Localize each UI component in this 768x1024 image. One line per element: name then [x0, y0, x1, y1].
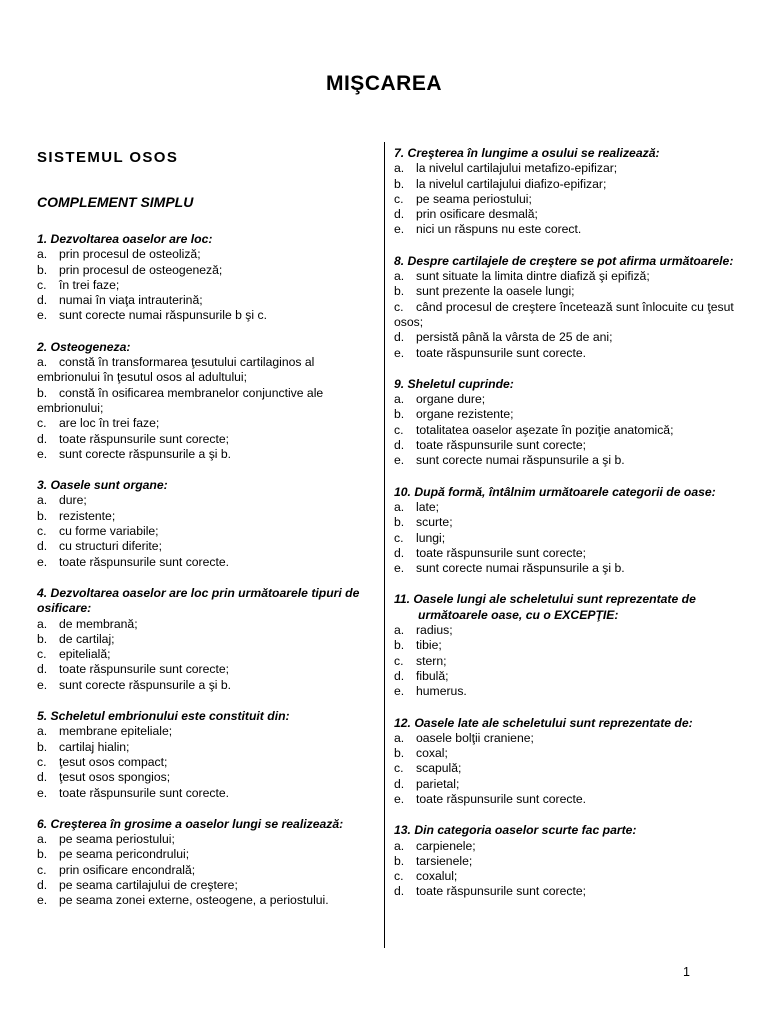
option-letter: c.	[37, 277, 47, 292]
option-text: toate răspunsurile sunt corecte;	[59, 662, 230, 677]
option-letter: a.	[394, 838, 405, 853]
question-item	[394, 716, 740, 808]
answer-option	[394, 161, 740, 176]
question-item	[394, 254, 740, 361]
option-text: toate răspunsurile sunt corecte;	[416, 545, 587, 560]
answer-option	[37, 740, 375, 755]
option-text: toate răspunsurile sunt corecte;	[416, 438, 587, 453]
answer-option	[37, 432, 375, 447]
question-list-left	[37, 232, 375, 909]
option-letter: d.	[37, 662, 48, 677]
answer-option	[394, 300, 740, 331]
question-item	[394, 592, 740, 699]
answer-option	[394, 192, 740, 207]
option-text: sunt situate la limita dintre diafiză şi epifiză;	[416, 269, 650, 284]
answer-option	[37, 755, 375, 770]
option-letter: e.	[394, 684, 405, 699]
answer-option	[37, 724, 375, 739]
answer-option	[394, 515, 740, 530]
answer-option	[37, 447, 375, 462]
answer-option	[394, 854, 740, 869]
option-text: pe seama periostului;	[416, 191, 532, 206]
answer-option	[394, 330, 740, 345]
option-text: scapulă;	[416, 761, 462, 776]
answer-option	[394, 546, 740, 561]
option-text: toate răspunsurile sunt corecte.	[59, 554, 230, 569]
option-text: oasele bolţii craniene;	[416, 730, 534, 745]
answer-option	[37, 786, 375, 801]
answer-option	[394, 207, 740, 222]
option-text: coxal;	[416, 746, 448, 761]
answer-option	[394, 746, 740, 761]
option-text: constă în osificarea membranelor conjunctive ale embrionului;	[37, 385, 324, 415]
option-letter: d.	[394, 330, 405, 345]
option-letter: b.	[394, 746, 405, 761]
question-item	[394, 146, 740, 238]
question-text: 13. Din categoria oaselor scurte fac parte:	[394, 823, 637, 838]
answer-option	[394, 839, 740, 854]
option-text: sunt prezente la oasele lungi;	[416, 284, 575, 299]
answer-option	[394, 731, 740, 746]
option-letter: c.	[37, 416, 47, 431]
option-letter: e.	[394, 453, 405, 468]
option-letter: e.	[37, 893, 48, 908]
option-letter: c.	[394, 422, 404, 437]
answer-option	[37, 847, 375, 862]
option-text: humerus.	[416, 684, 467, 699]
option-letter: b.	[394, 407, 405, 422]
answer-option	[394, 500, 740, 515]
answer-option	[394, 792, 740, 807]
question-item	[394, 823, 740, 899]
answer-option	[37, 770, 375, 785]
option-text: tarsienele;	[416, 853, 473, 868]
option-letter: c.	[37, 524, 47, 539]
option-text: prin osificare encondrală;	[59, 862, 196, 877]
section-title: SISTEMUL OSOS	[37, 149, 179, 166]
option-text: când procesul de creştere încetează sunt înlocuite cu ţesut osos;	[394, 299, 734, 329]
option-letter: d.	[394, 884, 405, 899]
question-text: 8. Despre cartilajele de creştere se pot afirma următoarele:	[394, 253, 734, 268]
option-letter: c.	[37, 647, 47, 662]
option-letter: d.	[37, 431, 48, 446]
question-text: 11. Oasele lungi ale scheletului sunt reprezentate de următoarele oase, cu o EXCEPŢIE:	[394, 592, 696, 622]
answer-option	[37, 678, 375, 693]
option-text: la nivelul cartilajului diafizo-epifizar;	[416, 176, 607, 191]
option-letter: d.	[394, 668, 405, 683]
option-text: cu structuri diferite;	[59, 539, 162, 554]
option-text: sunt corecte numai răspunsurile b şi c.	[59, 308, 267, 323]
answer-option	[394, 669, 740, 684]
option-text: numai în viaţa intrauterină;	[59, 293, 203, 308]
option-letter: e.	[37, 446, 48, 461]
answer-option	[37, 493, 375, 508]
question-item	[394, 377, 740, 469]
question-item	[37, 232, 375, 324]
option-letter: e.	[394, 222, 405, 237]
answer-option	[37, 893, 375, 908]
answer-option	[37, 632, 375, 647]
answer-option	[394, 438, 740, 453]
option-letter: a.	[394, 392, 405, 407]
subsection-title: COMPLEMENT SIMPLU	[37, 194, 194, 210]
option-text: late;	[416, 499, 440, 514]
option-letter: b.	[394, 176, 405, 191]
option-text: prin procesul de osteoliză;	[59, 247, 201, 262]
option-text: persistă până la vârsta de 25 de ani;	[416, 330, 613, 345]
question-item	[37, 586, 375, 693]
option-letter: b.	[37, 262, 48, 277]
option-letter: e.	[394, 791, 405, 806]
answer-option	[394, 407, 740, 422]
option-letter: d.	[394, 545, 405, 560]
question-text: 12. Oasele late ale scheletului sunt reprezentate de:	[394, 715, 693, 730]
answer-option	[394, 684, 740, 699]
question-text: 7. Creşterea în lungime a osului se realizează:	[394, 146, 660, 160]
option-letter: a.	[37, 493, 48, 508]
option-text: sunt corecte numai răspunsurile a şi b.	[416, 453, 625, 468]
option-letter: b.	[37, 631, 48, 646]
option-text: are loc în trei faze;	[59, 416, 160, 431]
option-text: parietal;	[416, 776, 460, 791]
option-text: membrane epiteliale;	[59, 724, 173, 739]
option-text: prin osificare desmală;	[416, 207, 538, 222]
option-letter: e.	[394, 561, 405, 576]
column-divider	[384, 142, 385, 948]
option-letter: d.	[394, 438, 405, 453]
option-text: prin procesul de osteogeneză;	[59, 262, 223, 277]
option-letter: d.	[394, 776, 405, 791]
option-text: toate răspunsurile sunt corecte;	[59, 431, 230, 446]
option-letter: b.	[37, 847, 48, 862]
option-letter: c.	[394, 530, 404, 545]
option-letter: d.	[37, 293, 48, 308]
answer-option	[394, 284, 740, 299]
option-letter: c.	[394, 869, 404, 884]
answer-option	[37, 355, 375, 386]
option-letter: d.	[37, 770, 48, 785]
question-item	[37, 478, 375, 570]
option-text: ţesut osos spongios;	[59, 770, 171, 785]
page-number: 1	[683, 965, 690, 979]
option-text: în trei faze;	[59, 277, 120, 292]
option-text: toate răspunsurile sunt corecte;	[416, 884, 587, 899]
option-text: fibulă;	[416, 668, 449, 683]
option-text: sunt corecte numai răspunsurile a şi b.	[416, 561, 625, 576]
option-letter: c.	[37, 862, 47, 877]
answer-option	[37, 662, 375, 677]
option-letter: a.	[37, 724, 48, 739]
option-text: de cartilaj;	[59, 631, 115, 646]
option-text: cartilaj hialin;	[59, 739, 130, 754]
option-text: toate răspunsurile sunt corecte.	[416, 791, 587, 806]
option-letter: a.	[37, 355, 48, 370]
option-text: tibie;	[416, 638, 442, 653]
option-text: pe seama periostului;	[59, 832, 175, 847]
document-title: MIŞCAREA	[325, 72, 442, 95]
option-text: epitelială;	[59, 647, 111, 662]
option-text: nici un răspuns nu este corect.	[416, 222, 582, 237]
option-text: sunt corecte răspunsurile a şi b.	[59, 446, 232, 461]
answer-option	[394, 177, 740, 192]
option-letter: a.	[37, 616, 48, 631]
answer-option	[37, 647, 375, 662]
answer-option	[37, 416, 375, 431]
question-list-right	[394, 146, 740, 900]
option-letter: a.	[394, 623, 405, 638]
option-letter: c.	[394, 191, 404, 206]
option-text: stern;	[416, 653, 447, 668]
answer-option	[394, 222, 740, 237]
answer-option	[37, 509, 375, 524]
option-letter: b.	[394, 853, 405, 868]
question-text: 1. Dezvoltarea oaselor are loc:	[37, 232, 213, 246]
option-text: toate răspunsurile sunt corecte.	[416, 345, 587, 360]
option-letter: a.	[394, 269, 405, 284]
option-text: radius;	[416, 623, 453, 638]
question-text: 10. După formă, întâlnim următoarele categorii de oase:	[394, 484, 716, 499]
option-text: rezistente;	[59, 508, 116, 523]
option-text: pe seama cartilajului de creştere;	[59, 877, 238, 892]
answer-option	[37, 539, 375, 554]
option-text: pe seama zonei externe, osteogene, a periostului.	[59, 893, 329, 908]
option-letter: b.	[394, 515, 405, 530]
answer-option	[37, 878, 375, 893]
question-text: 4. Dezvoltarea oaselor are loc prin următoarele tipuri de osificare:	[37, 585, 360, 616]
option-letter: b.	[394, 284, 405, 299]
answer-option	[394, 531, 740, 546]
answer-option	[394, 777, 740, 792]
question-item	[37, 340, 375, 462]
option-text: cu forme variabile;	[59, 524, 159, 539]
answer-option	[37, 863, 375, 878]
answer-option	[37, 386, 375, 417]
answer-option	[394, 761, 740, 776]
question-text: 2. Osteogeneza:	[37, 339, 131, 354]
option-letter: c.	[394, 299, 404, 314]
left-column	[37, 148, 375, 925]
answer-option	[394, 346, 740, 361]
answer-option	[394, 654, 740, 669]
option-text: pe seama pericondrului;	[59, 847, 190, 862]
option-letter: a.	[394, 161, 405, 176]
option-letter: e.	[37, 554, 48, 569]
right-column	[394, 146, 740, 916]
answer-option	[37, 555, 375, 570]
option-text: lungi;	[416, 530, 446, 545]
answer-option	[37, 617, 375, 632]
option-letter: c.	[394, 653, 404, 668]
option-letter: b.	[37, 739, 48, 754]
option-text: la nivelul cartilajului metafizo-epifizar;	[416, 161, 618, 176]
answer-option	[37, 263, 375, 278]
option-text: toate răspunsurile sunt corecte.	[59, 785, 230, 800]
question-text: 5. Scheletul embrionului este constituit din:	[37, 709, 290, 724]
option-letter: a.	[394, 730, 405, 745]
option-letter: c.	[37, 754, 47, 769]
answer-option	[37, 524, 375, 539]
answer-option	[394, 561, 740, 576]
option-letter: d.	[37, 877, 48, 892]
option-letter: b.	[37, 385, 48, 400]
option-text: organe rezistente;	[416, 407, 514, 422]
option-text: coxalul;	[416, 869, 458, 884]
answer-option	[394, 884, 740, 899]
option-letter: b.	[394, 638, 405, 653]
answer-option	[394, 392, 740, 407]
option-letter: d.	[394, 207, 405, 222]
option-text: sunt corecte răspunsurile a şi b.	[59, 677, 232, 692]
option-letter: a.	[394, 499, 405, 514]
question-item	[394, 485, 740, 577]
option-letter: a.	[37, 832, 48, 847]
question-item	[37, 709, 375, 801]
answer-option	[394, 869, 740, 884]
option-letter: a.	[37, 247, 48, 262]
question-text: 3. Oasele sunt organe:	[37, 478, 168, 493]
answer-option	[394, 623, 740, 638]
option-text: scurte;	[416, 515, 453, 530]
question-text: 9. Sheletul cuprinde:	[394, 376, 514, 391]
option-text: dure;	[59, 493, 87, 508]
option-text: carpienele;	[416, 838, 476, 853]
option-text: constă în transformarea ţesutului cartilaginos al embrionului în ţesutul osos al adultului;	[37, 355, 315, 385]
question-item	[37, 817, 375, 909]
option-text: organe dure;	[416, 392, 486, 407]
option-letter: c.	[394, 761, 404, 776]
option-letter: e.	[37, 785, 48, 800]
option-text: totalitatea oaselor aşezate în poziţie anatomică;	[416, 422, 674, 437]
answer-option	[37, 293, 375, 308]
answer-option	[394, 423, 740, 438]
option-letter: d.	[37, 539, 48, 554]
answer-option	[394, 638, 740, 653]
option-letter: e.	[394, 345, 405, 360]
answer-option	[394, 269, 740, 284]
option-letter: b.	[37, 508, 48, 523]
option-text: ţesut osos compact;	[59, 754, 168, 769]
option-letter: e.	[37, 308, 48, 323]
answer-option	[37, 247, 375, 262]
answer-option	[37, 832, 375, 847]
answer-option	[37, 278, 375, 293]
answer-option	[394, 453, 740, 468]
question-text: 6. Creşterea în grosime a oaselor lungi se realizează:	[37, 816, 344, 831]
answer-option	[37, 308, 375, 323]
option-letter: e.	[37, 677, 48, 692]
option-text: de membrană;	[59, 616, 138, 631]
